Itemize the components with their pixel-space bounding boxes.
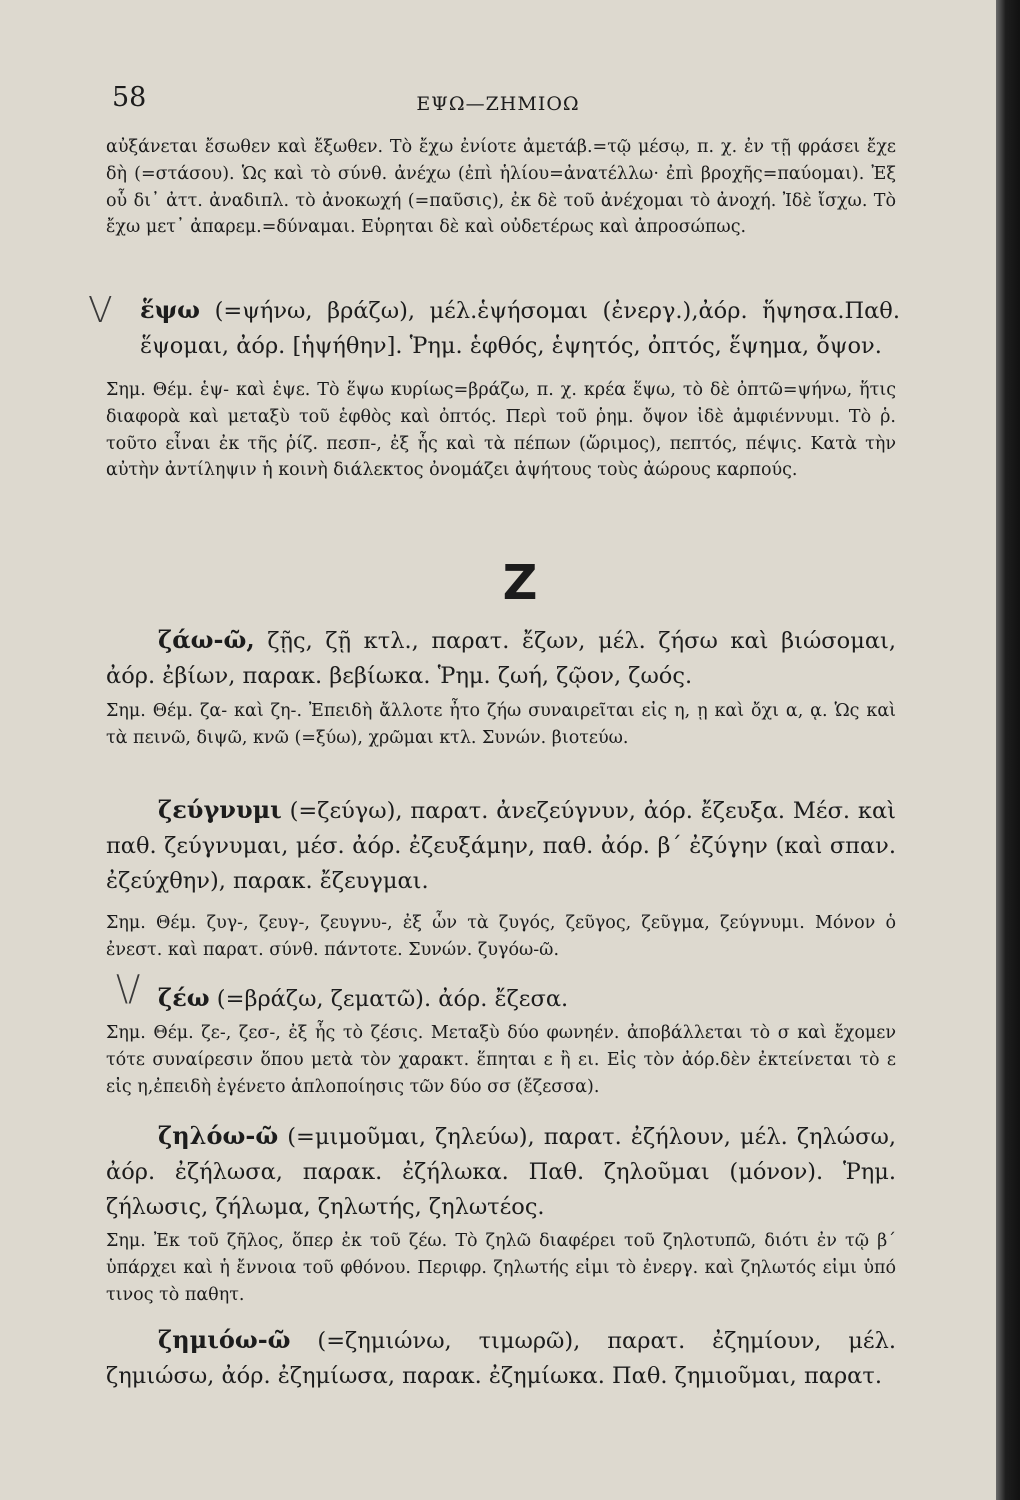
entry-note: Σημ. Θέμ. ζα- καὶ ζη-. Ἐπειδὴ ἄλλοτε ἦτο ζήω συναιρεῖται εἰς η, ῃ καὶ ὄχι α, ᾳ. Ὡς καὶ τὰ πεινῶ, διψῶ, κνῶ (=ξύω), χρῶμαι κτλ. Συνών. βιοτεύω. <box>106 701 896 748</box>
paragraph-continuation: αὐξάνεται ἔσωθεν καὶ ἔξωθεν. Τὸ ἔχω ἐνίοτε ἀμετάβ.=τῷ μέσῳ, π. χ. ἐν τῇ φράσει ἔχε δὴ (=στάσου). Ὡς καὶ τὸ σύνθ. ἀνέχω (ἐπὶ ἡλίου=ἀνατέλλω· ἐπὶ βροχῆς=παύομαι). Ἐξ οὗ δι᾽ ἀττ. ἀναδιπλ. τὸ ἀνοκωχή (=παῦσις), ἐκ δὲ τοῦ ἀνέχομαι τὸ ἀνοχή. Ἰδὲ ἴσχω. Τὸ ἔχω μετ᾽ ἀπαρεμ.=δύναμαι. Εὑρηται δὲ καὶ οὐδετέρως καὶ ἀπροσώπως. <box>106 137 896 238</box>
entry-text: ζῇς, ζῇ κτλ., παρατ. ἔζων, μέλ. ζήσω καὶ βιώσομαι, ἀόρ. ἐβίων, παρακ. βεβίωκα. Ῥημ. ζωή, ζῷον, ζωός. <box>106 628 896 689</box>
entry-text: (=μιμοῦμαι, ζηλεύω), παρατ. ἐζήλουν, μέλ. ζηλώσω, ἀόρ. ἐζήλωσα, παρακ. ἐζήλωκα. Παθ. ζηλοῦμαι (μόνον). Ῥημ. ζήλωσις, ζήλωμα, ζηλωτής, ζηλωτέος. <box>106 1124 896 1220</box>
headword: ζάω-ῶ, <box>158 625 255 654</box>
entry-text: (=ψήνω, βράζω), μέλ.ἑψήσομαι (ἐνεργ.),ἀόρ. ἥψησα.Παθ. ἕψομαι, ἀόρ. [ἡψήθην]. Ῥημ. ἑφθός, ἑψητός, ὀπτός, ἕψημα, ὄψον. <box>140 298 900 359</box>
entry-text: (=ζημιώνω, τιμωρῶ), παρατ. ἐζημίουν, μέλ. ζημιώσω, ἀόρ. ἐζημίωσα, παρακ. ἐζημίωκα. Παθ. ζημιοῦμαι, παρατ. <box>106 1328 896 1389</box>
headword: ζεύγνυμι <box>158 795 282 824</box>
page-number: 58 <box>112 82 147 113</box>
headword: ζέω <box>158 983 210 1012</box>
page-edge-shadow <box>996 0 1020 1500</box>
entry-zeugnymi <box>106 792 896 899</box>
entry-zeloo <box>106 1118 896 1225</box>
entry-note: Σημ. Θέμ. ζυγ-, ζευγ-, ζευγνυ-, ἐξ ὧν τὰ ζυγός, ζεῦγος, ζεῦγμα, ζεύγνυμι. Μόνον ὁ ἐνεστ. καὶ παρατ. σύνθ. πάντοτε. Συνών. ζυγόω-ῶ. <box>106 913 896 960</box>
margin-check-mark: V <box>88 290 113 331</box>
entry-note: Σημ. Θέμ. ἑψ- καὶ ἑψε. Τὸ ἕψω κυρίως=βράζω, π. χ. κρέα ἕψω, τὸ δὲ ὀπτῶ=ψήνω, ἥτις διαφορὰ καὶ μεταξὺ τοῦ ἑφθὸς καὶ ὀπτός. Περὶ τοῦ ῥημ. ὄψον ἰδὲ ἀμφιέννυμι. Τὸ ῥ. τοῦτο εἶναι ἐκ τῆς ῥίζ. πεσπ-, ἐξ ἧς καὶ τὰ πέπων (ὥριμος), πεπτός, πέψις. Κατὰ τὴν αὐτὴν ἀντίληψιν ἡ κοινὴ διάλεκτος ὀνομάζει ἀψήτους τοὺς ἀώρους καρπούς. <box>106 380 896 481</box>
entry-text: (=βράζω, ζεματῶ). ἀόρ. ἔζεσα. <box>209 986 569 1012</box>
entry-zeo <box>106 980 896 1017</box>
entry-note: Σημ. Θέμ. ζε-, ζεσ-, ἐξ ἧς τὸ ζέσις. Μεταξὺ δύο φωνηέν. ἀποβάλλεται τὸ σ καὶ ἔχομεν τότε συναίρεσιν ὅπου μετὰ τὸν χαρακτ. ἕπηται ε ἢ ει. Εἰς τὸν ἀόρ.δὲν ἐκτείνεται τὸ ε εἰς η,ἐπειδὴ ἐγένετο ἁπλοποίησις τῶν δύο σσ (ἔζεσσα). <box>106 1023 896 1097</box>
entry-text: (=ζεύγω), παρατ. ἀνεζεύγνυν, ἀόρ. ἔζευξα. Μέσ. καὶ παθ. ζεύγνυμαι, μέσ. ἀόρ. ἐζευξάμην, παθ. ἀόρ. β΄ ἐζύγην (καὶ σπαν. ἐζεύχθην), παρακ. ἔζευγμαι. <box>106 798 896 894</box>
headword: ζημιόω-ῶ <box>158 1325 291 1354</box>
entry-note: Σημ. Ἐκ τοῦ ζῆλος, ὅπερ ἐκ τοῦ ζέω. Τὸ ζηλῶ διαφέρει τοῦ ζηλοτυπῶ, διότι ἐν τῷ β΄ ὑπάρχει καὶ ἡ ἔννοια τοῦ φθόνου. Περιφρ. ζηλωτής εἰμι τὸ ἐνεργ. καὶ ζηλωτός εἰμι ὑπό τινος τὸ παθητ. <box>106 1231 896 1305</box>
running-head: ΕΨΩ—ΖΗΜΙΟΩ <box>416 93 580 115</box>
headword: ζηλόω-ῶ <box>158 1121 279 1150</box>
entry-zao <box>106 622 896 694</box>
headword: ἕψω <box>140 295 201 324</box>
margin-check-mark: \/ <box>116 968 141 1009</box>
section-letter: Z <box>502 555 538 611</box>
entry-epsilon <box>140 292 900 364</box>
entry-zemioo <box>106 1322 896 1394</box>
